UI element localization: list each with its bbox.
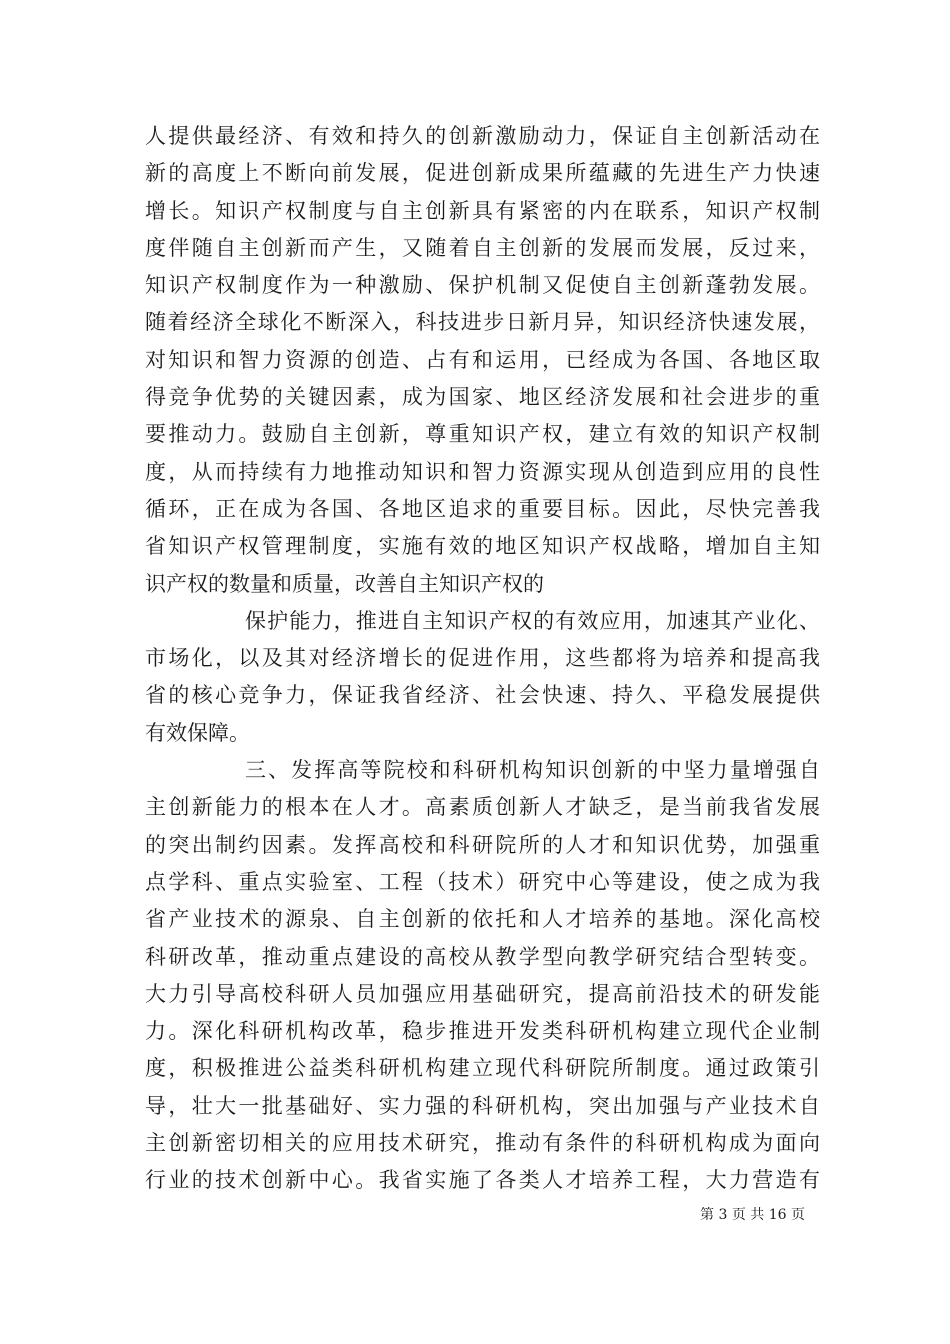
text-line: 导，壮大一批基础好、实力强的科研机构，突出加强与产业技术自 — [145, 1093, 820, 1118]
text-line: 主创新密切相关的应用技术研究，推动有条件的科研机构成为面向 — [145, 1131, 820, 1156]
body-text — [145, 118, 820, 1200]
section-heading-line: 三、发挥高等院校和科研机构知识创新的中坚力量增强自 — [245, 758, 820, 783]
text-line: 点学科、重点实验室、工程（技术）研究中心等建设，使之成为我 — [145, 869, 820, 894]
text-line: 省知识产权管理制度，实施有效的地区知识产权战略，增加自主知 — [145, 534, 820, 559]
text-line: 的突出制约因素。发挥高校和科研院所的人才和知识优势，加强重 — [145, 832, 820, 857]
text-line: 得竞争优势的关键因素，成为国家、地区经济发展和社会进步的重 — [145, 385, 820, 410]
text-line: 度，积极推进公益类科研机构建立现代科研院所制度。通过政策引 — [145, 1056, 820, 1081]
text-line: 主创新能力的根本在人才。高素质创新人才缺乏，是当前我省发展 — [145, 795, 820, 820]
text-line: 度伴随自主创新而产生，又随着自主创新的发展而发展，反过来， — [145, 235, 820, 260]
text-line: 对知识和智力资源的创造、占有和运用，已经成为各国、各地区取 — [145, 347, 820, 372]
text-line: 行业的技术创新中心。我省实施了各类人才培养工程，大力营造有 — [145, 1168, 820, 1193]
text-line: 随着经济全球化不断深入，科技进步日新月异，知识经济快速发展， — [145, 310, 820, 335]
text-line: 循环，正在成为各国、各地区追求的重要目标。因此，尽快完善我 — [145, 496, 820, 521]
text-line: 知识产权制度作为一种激励、保护机制又促使自主创新蓬勃发展。 — [145, 273, 820, 298]
text-line: 增长。知识产权制度与自主创新具有紧密的内在联系，知识产权制 — [145, 198, 820, 223]
text-line: 大力引导高校科研人员加强应用基础研究，提高前沿技术的研发能 — [145, 981, 820, 1006]
text-line: 科研改革，推动重点建设的高校从教学型向教学研究结合型转变。 — [145, 944, 820, 969]
text-line: 力。深化科研机构改革，稳步推进开发类科研机构建立现代企业制 — [145, 1019, 820, 1044]
text-line: 识产权的数量和质量，改善自主知识产权的 — [145, 571, 544, 596]
text-line: 新的高度上不断向前发展，促进创新成果所蕴藏的先进生产力快速 — [145, 161, 820, 186]
text-line: 省产业技术的源泉、自主创新的依托和人才培养的基地。深化高校 — [145, 907, 820, 932]
text-line: 要推动力。鼓励自主创新，尊重知识产权，建立有效的知识产权制 — [145, 422, 820, 447]
text-line: 有效保障。 — [145, 720, 250, 745]
text-line: 市场化，以及其对经济增长的促进作用，这些都将为培养和提高我 — [145, 646, 820, 671]
text-line: 人提供最经济、有效和持久的创新激励动力，保证自主创新活动在 — [145, 124, 820, 148]
page-number-footer: 第 3 页 共 16 页 — [700, 1207, 805, 1223]
text-line-indented: 保护能力，推进自主知识产权的有效应用，加速其产业化、 — [245, 608, 820, 633]
text-line: 省的核心竞争力，保证我省经济、社会快速、持久、平稳发展提供 — [145, 683, 820, 708]
text-line: 度，从而持续有力地推动知识和智力资源实现从创造到应用的良性 — [145, 459, 820, 484]
